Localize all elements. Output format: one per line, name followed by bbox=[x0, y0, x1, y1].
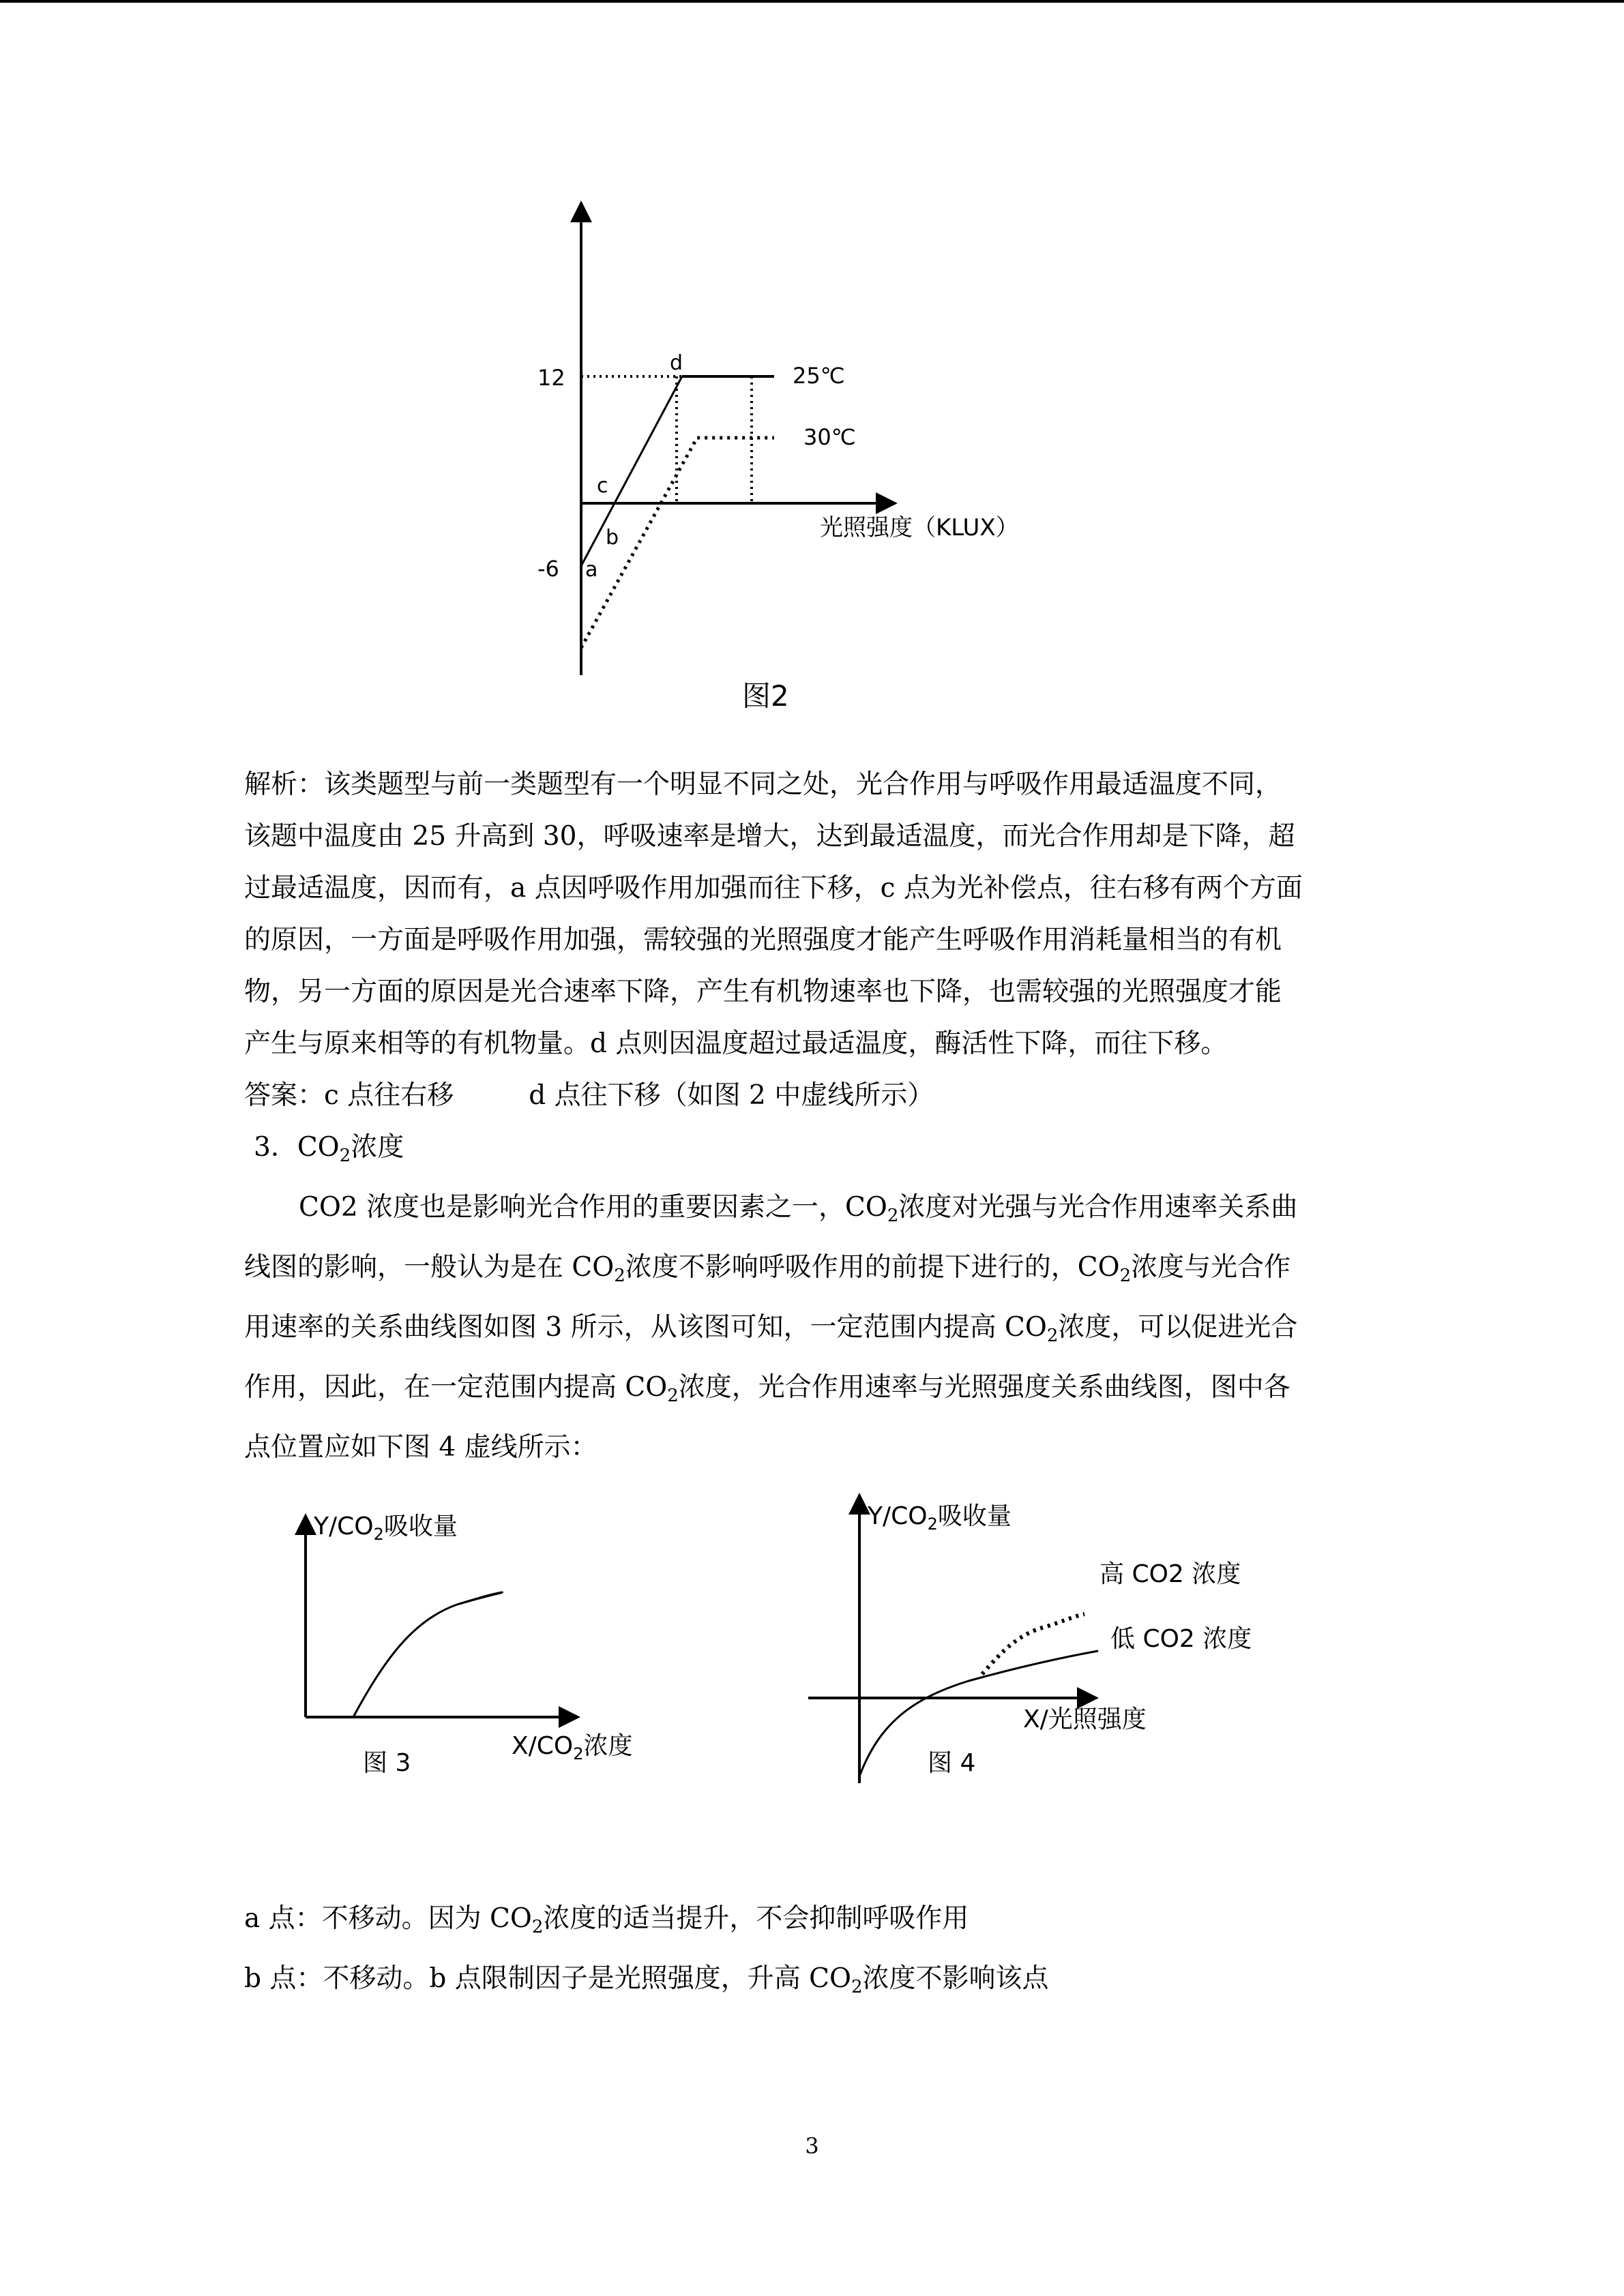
fig4-x-label: X/光照强度 bbox=[1023, 1705, 1147, 1733]
fig2-line-25-rise bbox=[581, 376, 682, 566]
figure-2 bbox=[518, 198, 1091, 730]
fig3-caption: 图 3 bbox=[363, 1749, 411, 1777]
page-number: 3 bbox=[805, 2133, 819, 2159]
fig3-curve-line bbox=[353, 1592, 502, 1717]
fig2-point-b: b bbox=[606, 526, 619, 550]
analysis-line: 产生与原来相等的有机物量。d 点则因温度超过最适温度，酶活性下降，而往下移。 bbox=[244, 1028, 1228, 1059]
fig2-curve-25-label: 25℃ bbox=[793, 363, 845, 389]
analysis-line: 的原因，一方面是呼吸作用加强，需较强的光照强度才能产生呼吸作用消耗量相当的有机 bbox=[244, 925, 1282, 955]
answer-line: 答案：c 点往右移 d 点往下移（如图 2 中虚线所示） bbox=[244, 1080, 934, 1111]
figure-3 bbox=[286, 1504, 696, 1790]
fig2-point-a: a bbox=[585, 558, 598, 582]
fig3-curve-tail bbox=[457, 1592, 502, 1605]
analysis-line: 物，另一方面的原因是光合速率下降，产生有机物速率也下降，也需较强的光照强度才能 bbox=[244, 976, 1282, 1007]
section-3-body-line-3: 用速率的关系曲线图如图 3 所示，从该图可知，一定范围内提高 $CO_2$浓度，可以促进光合 bbox=[244, 1312, 1298, 1346]
fig2-point-c: c bbox=[597, 474, 608, 498]
section-3-body-line-2: 线图的影响，一般认为是在 $CO_2$浓度不影响呼吸作用的前提下进行的，$CO_2$浓度与光合作 bbox=[244, 1252, 1291, 1286]
fig2-caption: 图2 bbox=[742, 679, 789, 713]
analysis-line: 该题中温度由 25 升高到 30，呼吸速率是增大，达到最适温度，而光合作用却是下降，超 bbox=[244, 821, 1295, 852]
section-3-body-line-1: CO2 浓度也是影响光合作用的重要因素之一，$CO_2$浓度对光强与光合作用速率关系曲 bbox=[299, 1192, 1298, 1226]
fig2-point-d: d bbox=[670, 351, 683, 375]
fig4-caption: 图 4 bbox=[928, 1749, 976, 1777]
analysis-line: 过最适温度，因而有，a 点因呼吸作用加强而往下移，c 点为光补偿点，往右移有两个方面 bbox=[244, 873, 1303, 904]
fig2-x-axis-label: 光照强度（KLUX） bbox=[820, 514, 1019, 541]
section-3-heading: 3．$CO_2$浓度 bbox=[254, 1132, 404, 1166]
fig3-curve bbox=[353, 1592, 512, 1717]
fig2-label-minus6: -6 bbox=[537, 556, 559, 582]
section-3-body-line-5: 点位置应如下图 4 虚线所示： bbox=[244, 1432, 597, 1463]
fig4-y-label: $Y/CO_2$吸收量 bbox=[868, 1502, 1012, 1534]
figure-4-svg bbox=[805, 1490, 1296, 1790]
figure-3-svg bbox=[286, 1504, 696, 1790]
analysis-line: 解析：该类题型与前一类题型有一个明显不同之处，光合作用与呼吸作用最适温度不同， bbox=[244, 769, 1282, 800]
fig2-curve-30-label: 30℃ bbox=[803, 424, 856, 450]
fig4-high-label: 高 CO2 浓度 bbox=[1099, 1560, 1241, 1588]
fig3-y-label: $Y/CO_2$吸收量 bbox=[314, 1512, 458, 1544]
section-3-body-line-4: 作用，因此，在一定范围内提高 $CO_2$浓度，光合作用速率与光照强度关系曲线图，图中各 bbox=[244, 1372, 1290, 1406]
fig2-label-12: 12 bbox=[537, 365, 565, 391]
point-b-line: b 点：不移动。b 点限制因子是光照强度，升高 $CO_2$浓度不影响该点 bbox=[244, 1963, 1049, 1997]
top-border-line bbox=[0, 0, 1624, 3]
figure-4 bbox=[805, 1490, 1296, 1790]
point-a-line: a 点：不移动。因为 $CO_2$浓度的适当提升，不会抑制呼吸作用 bbox=[244, 1903, 969, 1937]
fig4-low-label: 低 CO2 浓度 bbox=[1110, 1625, 1252, 1653]
figure-2-svg bbox=[518, 198, 1091, 730]
points-paragraph bbox=[244, 1893, 1376, 2013]
analysis-paragraph bbox=[244, 759, 1376, 1474]
fig3-x-label: $X/CO_2$浓度 bbox=[512, 1732, 633, 1763]
